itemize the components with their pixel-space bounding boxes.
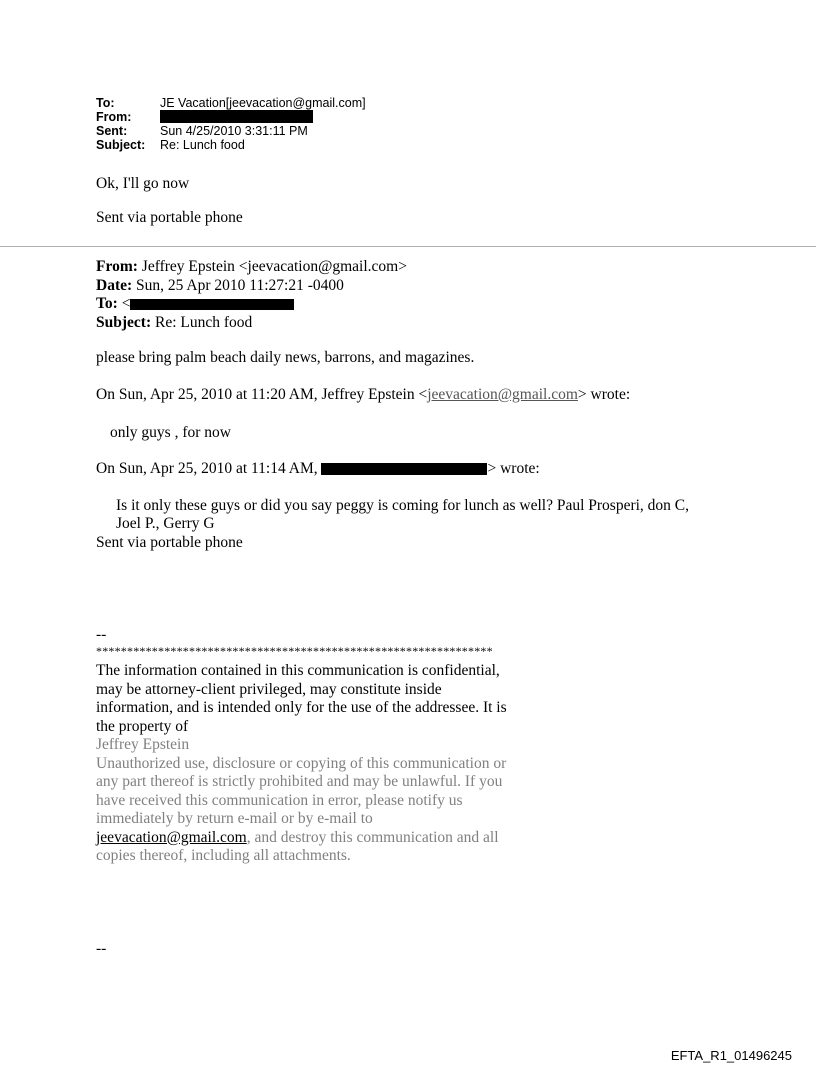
to-value: JE Vacation[jeevacation@gmail.com] <box>160 96 366 110</box>
subject-value: Re: Lunch food <box>160 138 245 152</box>
quoted-date-label: Date: <box>96 276 133 294</box>
quoted-to-row <box>96 295 407 314</box>
disclaimer-dash-top: -- <box>96 626 107 643</box>
header-sent-row <box>96 124 366 138</box>
email-header <box>96 96 366 152</box>
quoted-from-row <box>96 258 407 277</box>
reply-signature: Sent via portable phone <box>96 209 243 226</box>
document-id: EFTA_R1_01496245 <box>670 1048 792 1063</box>
disclaimer-owner: Jeffrey Epstein <box>96 736 190 753</box>
quoted-signature: Sent via portable phone <box>96 534 243 551</box>
redaction-quoted-to <box>130 299 294 310</box>
quoted-subject-row <box>96 314 407 333</box>
disclaimer-black-text: The information contained in this communication is confidential, may be attorney-client privileged, may constitute inside information, and is intended only for the use of the addressee. It is the property of <box>96 662 507 735</box>
sent-value: Sun 4/25/2010 3:31:11 PM <box>160 124 308 138</box>
quoted-header <box>96 258 407 332</box>
attribution-1-suffix: > wrote: <box>577 386 631 403</box>
attribution-1-email-link[interactable]: jeevacation@gmail.com <box>427 386 578 403</box>
disclaimer-block <box>96 662 516 866</box>
quoted-date-row <box>96 277 407 296</box>
to-label: To: <box>96 96 115 110</box>
subject-label: Subject: <box>96 138 146 152</box>
redaction-from <box>160 110 313 123</box>
redaction-attribution-2 <box>321 463 487 475</box>
quoted-from-label: From: <box>96 258 138 275</box>
quoted-to-prefix: < <box>121 295 131 312</box>
disclaimer-grey-text <box>96 755 516 866</box>
attribution-1 <box>96 386 630 404</box>
disclaimer-grey-text-2: , and destroy this communication and all copies thereof, including all attachments. <box>96 828 499 864</box>
disclaimer-email-link[interactable]: jeevacation@gmail.com <box>96 828 247 846</box>
divider <box>0 246 816 247</box>
quoted-subject-value: Re: Lunch food <box>154 313 253 331</box>
reply-2-line-1: Is it only these guys or did you say peggy is coming for lunch as well? Paul Prosperi, don C, <box>116 497 690 514</box>
header-from-row <box>96 110 366 124</box>
reply-1: only guys , for now <box>110 424 231 441</box>
quoted-subject-label: Subject: <box>96 313 152 331</box>
from-label: From: <box>96 110 132 124</box>
attribution-2-prefix: On Sun, Apr 25, 2010 at 11:14 AM, <box>96 460 322 477</box>
reply-2-line-2: Joel P., Gerry G <box>116 515 215 532</box>
disclaimer-grey-text-1: Unauthorized use, disclosure or copying of this communication or any part thereof is strictly prohibited and may be unlawful. If you have received this communication in error, please notify us immediately by return e-mail or by e-mail to <box>96 754 507 827</box>
quoted-from-value: Jeffrey Epstein <jeevacation@gmail.com> <box>141 258 407 275</box>
quoted-to-label: To: <box>96 295 118 312</box>
quoted-date-value: Sun, 25 Apr 2010 11:27:21 -0400 <box>136 276 344 294</box>
header-subject-row <box>96 138 366 152</box>
attribution-2 <box>96 460 540 478</box>
attribution-2-suffix: > wrote: <box>487 460 540 477</box>
disclaimer-stars: **************************************************************** <box>96 644 493 658</box>
attribution-1-prefix: On Sun, Apr 25, 2010 at 11:20 AM, Jeffrey Epstein < <box>96 386 428 403</box>
reply-body: Ok, I'll go now <box>96 175 190 192</box>
sent-label: Sent: <box>96 124 128 138</box>
quoted-body: please bring palm beach daily news, barrons, and magazines. <box>96 349 475 366</box>
disclaimer-dash-bottom: -- <box>96 940 107 957</box>
header-to-row <box>96 96 366 110</box>
